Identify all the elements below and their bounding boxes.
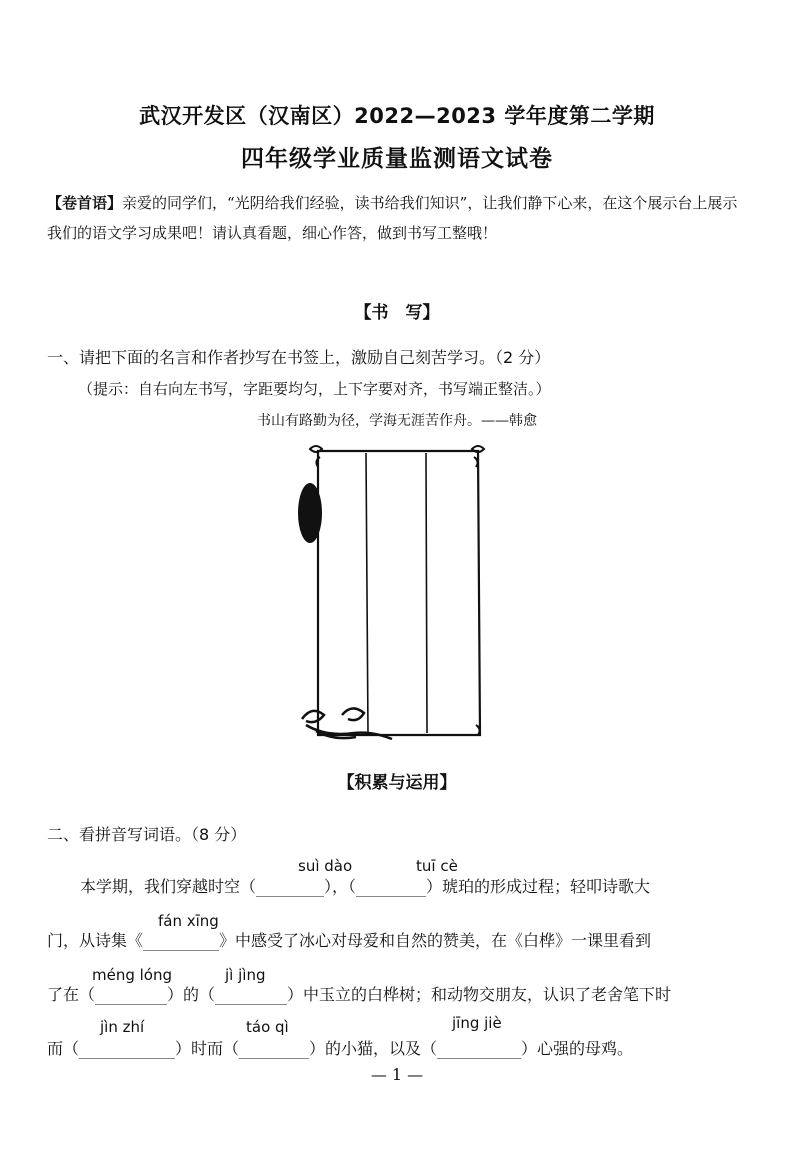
pinyin-8: jīng jiè — [452, 1014, 502, 1032]
pinyin-1: suì dào — [298, 857, 353, 875]
bookmark-tassel-icon — [298, 483, 322, 543]
answer-blank[interactable] — [437, 1040, 521, 1059]
question-1-hint: （提示：自右向左书写，字距要均匀，上下字要对齐，书写端正整洁。） — [78, 380, 551, 398]
pinyin-3: fán xīng — [158, 912, 219, 930]
answer-blank[interactable] — [143, 932, 219, 951]
bookmark-border — [318, 451, 480, 735]
answer-blank[interactable] — [79, 1040, 175, 1059]
pinyin-7: táo qì — [246, 1018, 289, 1036]
preface-tag: 【卷首语】 — [47, 194, 123, 212]
question-2-title: 二、看拼音写词语。（8 分） — [47, 825, 247, 844]
exam-title-line1: 武汉开发区（汉南区）2022—2023 学年度第二学期 — [139, 104, 655, 128]
pinyin-5: jì jìng — [225, 966, 266, 984]
answer-blank[interactable] — [215, 986, 287, 1005]
answer-blank[interactable] — [239, 1040, 309, 1059]
exam-title-line2: 四年级学业质量监测语文试卷 — [241, 146, 553, 172]
paragraph-line-2: 门，从诗集《 》中感受了冰心对母爱和自然的赞美，在《白桦》一课里看到 — [47, 931, 652, 950]
bookmark-frame — [296, 443, 496, 743]
page-number: — 1 — — [370, 1065, 424, 1084]
section-heading-usage: 【积累与运用】 — [337, 773, 457, 793]
paragraph-line-4: 而（ ）时而（ ）的小猫，以及（ ）心强的母鸡。 — [47, 1039, 634, 1058]
pinyin-2: tuī cè — [416, 857, 458, 875]
preface-text: 亲爱的同学们，“光阴给我们经验，读书给我们知识”，让我们静下心来，在这个展示台上展示我们的语文学习成果吧！请认真看题，细心作答，做到书写工整哦！ — [47, 194, 738, 242]
answer-blank[interactable] — [256, 878, 324, 897]
answer-blank[interactable] — [95, 986, 167, 1005]
pinyin-6: jìn zhí — [100, 1018, 145, 1036]
cloud-ornament-icon — [302, 708, 392, 739]
question-1-title: 一、请把下面的名言和作者抄写在书签上，激励自己刻苦学习。（2 分） — [47, 348, 551, 367]
preface — [47, 188, 747, 248]
section-heading-writing: 【书 写】 — [354, 303, 440, 323]
pinyin-4: méng lóng — [92, 966, 173, 984]
question-1-quote: 书山有路勤为径，学海无涯苦作舟。——韩愈 — [257, 413, 537, 429]
paragraph-line-1: 本学期，我们穿越时空（ ），（ ）琥珀的形成过程；轻叩诗歌大 — [80, 877, 651, 896]
paragraph-line-3: 了在（ ）的（ ）中玉立的白桦树；和动物交朋友，认识了老舍笔下时 — [47, 985, 672, 1004]
bookmark-column-line-1 — [366, 453, 368, 733]
bookmark-column-line-2 — [426, 453, 427, 733]
answer-blank[interactable] — [356, 878, 426, 897]
corner-ornament-icon — [310, 446, 484, 735]
